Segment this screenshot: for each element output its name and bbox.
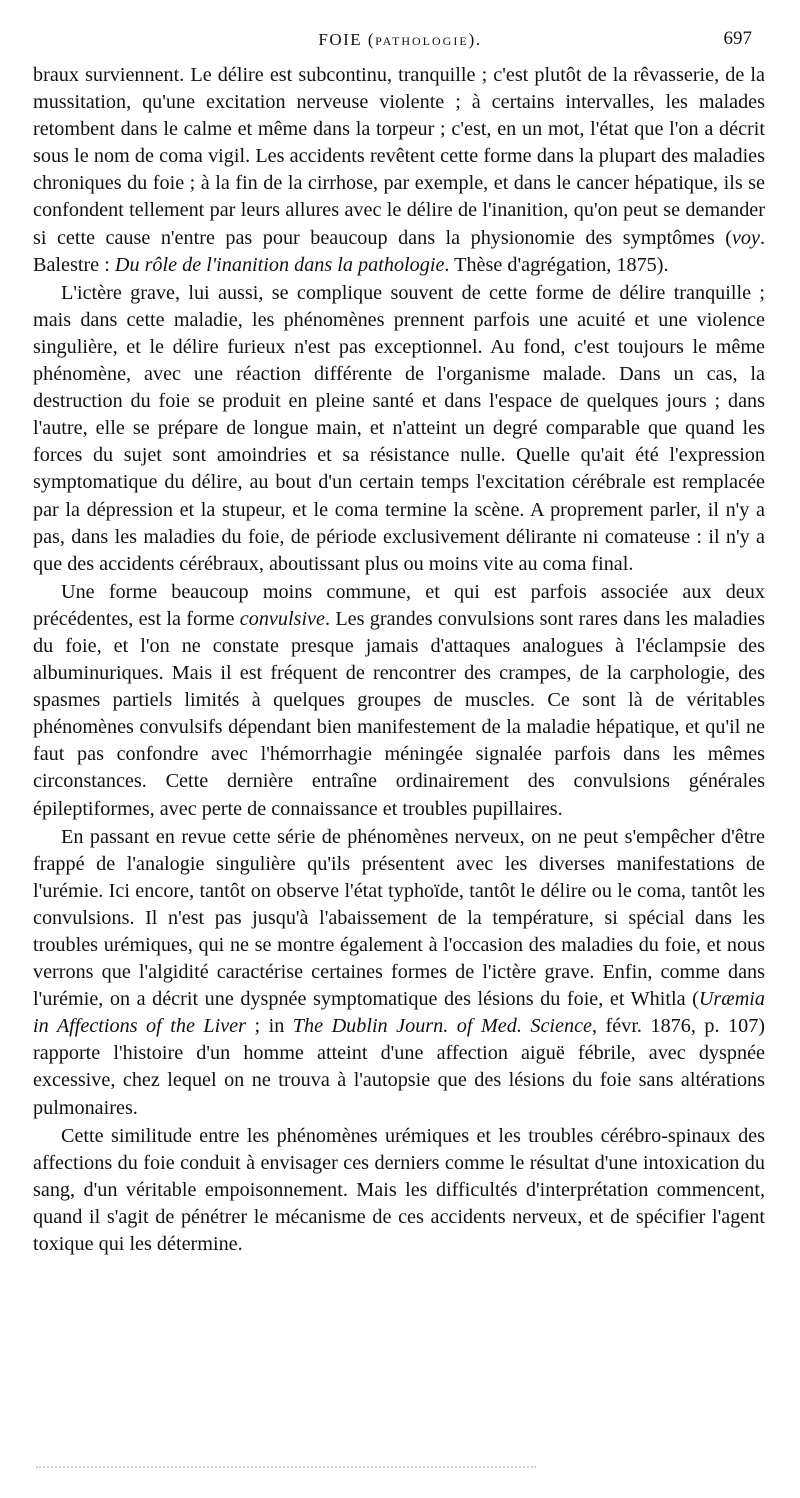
- paragraph-1: [33, 62, 765, 279]
- paragraph-4-in: ; in: [246, 1015, 293, 1038]
- paragraph-2: L'ictère grave, lui aussi, se complique souvent de cette forme de délire tranquille ; mais dans cette maladie, les phénomènes prennent parfois une acuité et une violence singulière, et le délire furieux n'est pas exceptionnel. Au fond, c'est toujours le même phénomène, avec une réaction différente de l'organisme malade. Dans un cas, la destruction du foie se produit en pleine santé et dans l'espace de quelques jours ; dans l'autre, elle se prépare de longue main, et n'atteint un degré comparable que quand les forces du sujet sont amoindries et sa résistance nulle. Quelle qu'ait été l'expression symptomatique du délire, au bout d'un certain temps l'excitation cérébrale est remplacée par la dépression et la stupeur, et le coma termine la scène. A proprement parler, il n'y a pas, dans les maladies du foie, de période exclusivement délirante ni comateuse : il n'y a que des accidents cérébraux, aboutissant plus ou moins vite au coma final.: [33, 281, 765, 575]
- running-subtitle: PATHOLOGIE: [375, 34, 469, 48]
- paragraph-3: [33, 579, 765, 823]
- page-number: 697: [723, 28, 752, 49]
- paragraph-1-voy: voy: [731, 226, 760, 249]
- paragraph-3-emphasis: convulsive: [239, 607, 325, 630]
- paragraph-5: Cette similitude entre les phénomènes urémiques et les troubles cérébro-spinaux des affections du foie conduit à envisager ces derniers comme le résultat d'une intoxication du sang, d'un véritable empoisonnement. Mais les difficultés d'interprétation commencent, quand il s'agit de pénétrer le mécanisme de ces accidents nerveux, et de spécifier l'agent toxique qui les détermine.: [33, 1124, 765, 1256]
- running-close: ).: [468, 30, 482, 49]
- paragraph-1-end: . Thèse d'agrégation, 1875).: [444, 253, 669, 276]
- paragraph-3-text: Une forme beaucoup moins commune, et qui est parfois associée aux deux précédentes, est la forme: [33, 580, 765, 630]
- paragraph-3-end: . Les grandes convulsions sont rares dans les maladies du foie, et l'on ne constate presque jamais d'attaques analogues à l'éclampsie des albuminuriques. Mais il est fréquent de rencontrer des crampes, de la carphologie, des spasmes partiels limités à quelques groupes de muscles. Ce sont là de véritables phénomènes convulsifs dépendant bien manifestement de la maladie hépatique, et qu'il ne faut pas confondre avec l'hémorrhagie méningée signalée parfois dans les mêmes circonstances. Cette dernière entraîne ordinairement des convulsions générales épileptiformes, avec perte de connaissance et troubles pupillaires.: [33, 607, 765, 820]
- paragraph-4-cited-title: Uræmia in Affections of the Liver: [33, 988, 765, 1038]
- running-title: FOIE (: [318, 30, 376, 49]
- paragraph-1-author: . Balestre :: [33, 226, 765, 276]
- paragraph-4-text: En passant en revue cette série de phénomènes nerveux, on ne peut s'empêcher d'être frappé de l'analogie singulière qu'ils présentent avec les diverses manifestations de l'urémie. Ici encore, tantôt on observe l'état typhoïde, tantôt le délire ou le coma, tantôt les convulsions. Il n'est pas jusqu'à l'abaissement de la température, si spécial dans les troubles urémiques, qui ne se montre également à l'occasion des maladies du foie, et nous verrons que l'algidité caractérise certaines formes de l'ictère grave. Enfin, comme dans l'urémie, on a décrit une dyspnée symptomatique des lésions du foie, et Whitla (: [33, 825, 765, 1011]
- paragraph-1-text: braux surviennent. Le délire est subcontinu, tranquille ; c'est plutôt de la rêvasserie, de la mussitation, qu'une excitation nerveuse violente ; à certains intervalles, les malades retombent dans le calme et même dans la torpeur ; c'est, en un mot, l'état que l'on a décrit sous le nom de coma vigil. Les accidents revêtent cette forme dans la plupart des maladies chroniques du foie ; à la fin de la cirrhose, par exemple, et dans le cancer hépatique, ils se confondent tellement par leurs allures avec le délire de l'inanition, qu'on peut se demander si cette cause n'entre pas pour beaucoup dans la physionomie des symptômes (: [33, 64, 765, 249]
- paragraph-4: [33, 824, 765, 1122]
- page-header: [0, 30, 800, 56]
- paragraph-1-cited-title: Du rôle de l'inanition dans la pathologie: [114, 253, 445, 276]
- paragraph-4-journal: The Dublin Journ. of Med. Science: [292, 1015, 593, 1038]
- body-text: [33, 62, 765, 1258]
- running-head: [0, 30, 800, 50]
- paragraph-4-end: , févr. 1876, p. 107) rapporte l'histoire d'un homme atteint d'une affection aiguë fébrile, avec dyspnée excessive, chez lequel on ne trouva à l'autopsie que des lésions du foie sans altérations pulmonaires.: [33, 1015, 766, 1119]
- page-bottom-rule: [36, 1466, 536, 1472]
